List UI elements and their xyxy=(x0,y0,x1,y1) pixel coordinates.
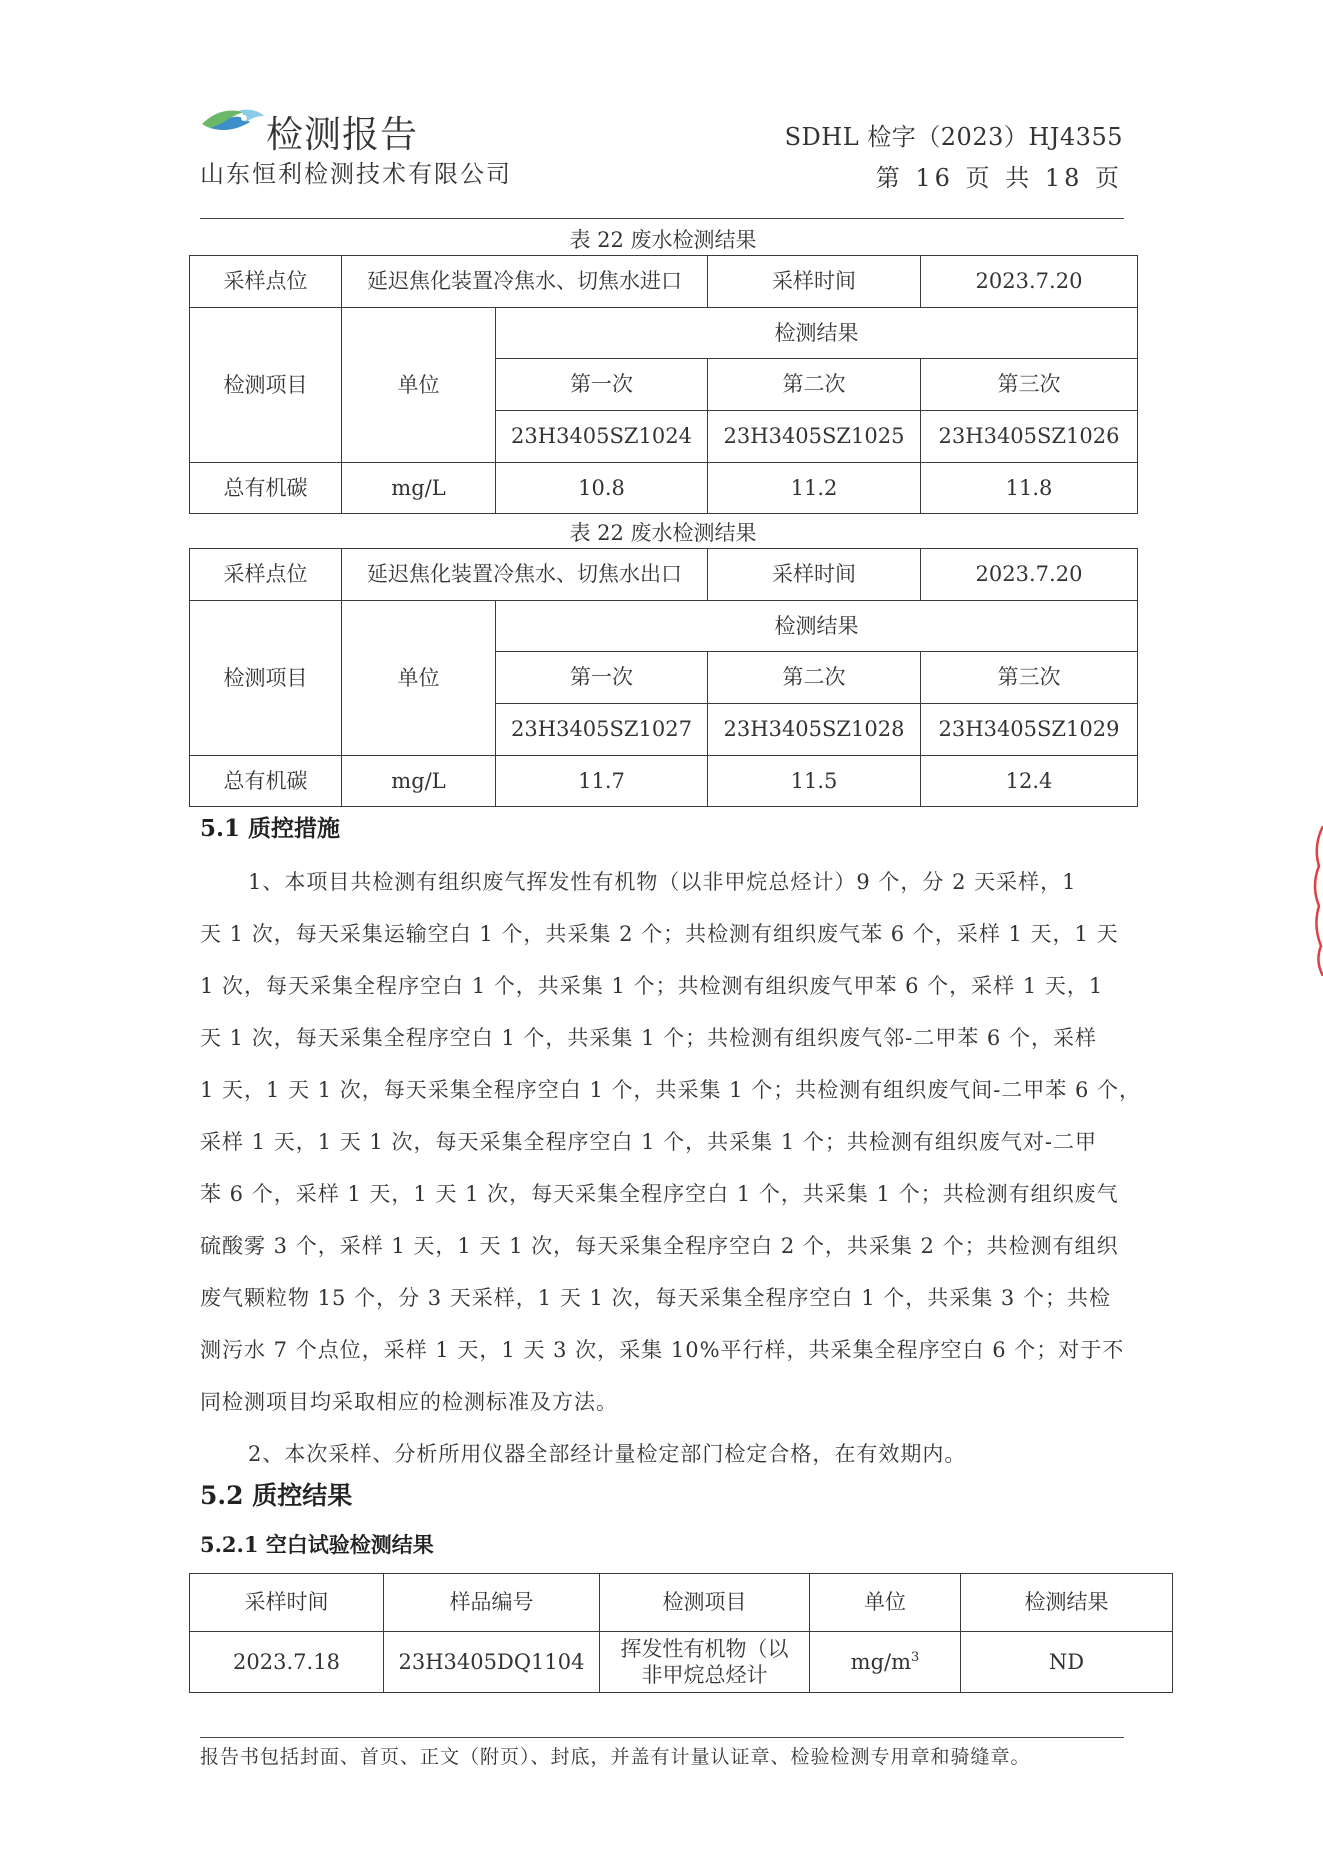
result-value: 11.8 xyxy=(921,463,1138,514)
run-2-header: 第二次 xyxy=(708,359,921,411)
result-value: 11.2 xyxy=(708,463,921,514)
sampling-point-value: 延迟焦化装置冷焦水、切焦水出口 xyxy=(342,549,708,601)
company-name: 山东恒利检测技术有限公司 xyxy=(200,160,512,188)
sample-id: 23H3405DQ1104 xyxy=(384,1632,600,1693)
col-header-test-item: 检测项目 xyxy=(600,1574,810,1632)
blank-test-results-table xyxy=(189,1573,1173,1693)
test-result: ND xyxy=(961,1632,1173,1693)
col-header-sample-id: 样品编号 xyxy=(384,1574,600,1632)
unit-base: mg/m xyxy=(850,1649,912,1674)
sampling-time-value: 2023.7.20 xyxy=(921,256,1138,308)
sampling-time: 2023.7.18 xyxy=(190,1632,384,1693)
run-1-header: 第一次 xyxy=(496,359,708,411)
paragraph-line: 测污水 7 个点位，采样 1 天，1 天 3 次，采集 10%平行样，共采集全程序空白 6 个；对于不 xyxy=(200,1338,1125,1362)
paragraph-line: 同检测项目均采取相应的检测标准及方法。 xyxy=(200,1390,618,1414)
paragraph-line: 1 天，1 天 1 次，每天采集全程序空白 1 个，共采集 1 个；共检测有组织废气间-二甲苯 6 个， xyxy=(200,1078,1142,1102)
test-item-header: 检测项目 xyxy=(190,601,342,756)
unit xyxy=(810,1632,961,1693)
run-3-header: 第三次 xyxy=(921,652,1138,704)
result-value: 11.5 xyxy=(708,756,921,807)
sample-id: 23H3405SZ1025 xyxy=(708,411,921,463)
footer-note: 报告书包括封面、首页、正文（附页）、封底，并盖有计量认证章、检验检测专用章和骑缝章。 xyxy=(200,1746,1031,1768)
paragraph-line: 采样 1 天，1 天 1 次，每天采集全程序空白 1 个，共采集 1 个；共检测有组织废气对-二甲 xyxy=(200,1130,1097,1154)
test-item xyxy=(600,1632,810,1693)
page-indicator: 第 16 页 共 18 页 xyxy=(875,164,1123,192)
sample-id: 23H3405SZ1028 xyxy=(708,704,921,756)
sample-id: 23H3405SZ1027 xyxy=(496,704,708,756)
report-title: 检测报告 xyxy=(266,113,418,156)
paragraph-line: 1 次，每天采集全程序空白 1 个，共采集 1 个；共检测有组织废气甲苯 6 个，采样 1 天，1 xyxy=(200,974,1104,998)
footer-divider xyxy=(200,1737,1124,1738)
item-name: 总有机碳 xyxy=(190,463,342,514)
wastewater-results-table-inlet xyxy=(189,255,1138,514)
unit-header: 单位 xyxy=(342,308,496,463)
col-header-result: 检测结果 xyxy=(961,1574,1173,1632)
paragraph-line: 1、本项目共检测有组织废气挥发性有机物（以非甲烷总烃计）9 个，分 2 天采样，1 xyxy=(248,870,1077,894)
run-1-header: 第一次 xyxy=(496,652,708,704)
paragraph-line: 废气颗粒物 15 个，分 3 天采样，1 天 1 次，每天采集全程序空白 1 个，共采集 3 个；共检 xyxy=(200,1286,1111,1310)
wastewater-results-table-outlet xyxy=(189,548,1138,807)
sample-id: 23H3405SZ1026 xyxy=(921,411,1138,463)
result-value: 12.4 xyxy=(921,756,1138,807)
subsection-heading-5-2-1: 5.2.1 空白试验检测结果 xyxy=(200,1532,434,1557)
result-value: 10.8 xyxy=(496,463,708,514)
qc-measures-paragraph xyxy=(200,856,1142,1480)
test-item-line: 挥发性有机物（以 xyxy=(620,1636,789,1661)
test-result-header: 检测结果 xyxy=(496,601,1138,652)
table-caption: 表 22 废水检测结果 xyxy=(569,521,757,545)
report-number: SDHL 检字（2023）HJ4355 xyxy=(784,123,1123,151)
test-item-header: 检测项目 xyxy=(190,308,342,463)
company-logo xyxy=(200,104,266,138)
section-heading-5-1: 5.1 质控措施 xyxy=(200,815,341,842)
sampling-time-label: 采样时间 xyxy=(708,549,921,601)
col-header-sampling-time: 采样时间 xyxy=(190,1574,384,1632)
col-header-unit: 单位 xyxy=(810,1574,961,1632)
item-name: 总有机碳 xyxy=(190,756,342,807)
unit-superscript: 3 xyxy=(911,1649,920,1665)
section-heading-5-2: 5.2 质控结果 xyxy=(200,1481,353,1510)
run-3-header: 第三次 xyxy=(921,359,1138,411)
paragraph-line: 苯 6 个，采样 1 天，1 天 1 次，每天采集全程序空白 1 个，共采集 1 个；共检测有组织废气 xyxy=(200,1182,1119,1206)
test-result-header: 检测结果 xyxy=(496,308,1138,359)
sampling-point-label: 采样点位 xyxy=(190,256,342,308)
paragraph-line: 天 1 次，每天采集运输空白 1 个，共采集 2 个；共检测有组织废气苯 6 个，采样 1 天，1 天 xyxy=(200,922,1119,946)
paragraph-line: 硫酸雾 3 个，采样 1 天，1 天 1 次，每天采集全程序空白 2 个，共采集 2 个；共检测有组织 xyxy=(200,1234,1119,1258)
unit-header: 单位 xyxy=(342,601,496,756)
sample-id: 23H3405SZ1029 xyxy=(921,704,1138,756)
item-unit: mg/L xyxy=(342,756,496,807)
paragraph-2: 2、本次采样、分析所用仪器全部经计量检定部门检定合格，在有效期内。 xyxy=(248,1442,967,1466)
header-divider xyxy=(200,218,1124,219)
table-caption: 表 22 废水检测结果 xyxy=(569,228,757,252)
sampling-point-label: 采样点位 xyxy=(190,549,342,601)
test-item-line: 非甲烷总烃计 xyxy=(641,1663,768,1687)
result-value: 11.7 xyxy=(496,756,708,807)
sampling-time-value: 2023.7.20 xyxy=(921,549,1138,601)
sample-id: 23H3405SZ1024 xyxy=(496,411,708,463)
run-2-header: 第二次 xyxy=(708,652,921,704)
sampling-time-label: 采样时间 xyxy=(708,256,921,308)
sampling-point-value: 延迟焦化装置冷焦水、切焦水进口 xyxy=(342,256,708,308)
paragraph-line: 天 1 次，每天采集全程序空白 1 个，共采集 1 个；共检测有组织废气邻-二甲苯 6 个，采样 xyxy=(200,1026,1097,1050)
item-unit: mg/L xyxy=(342,463,496,514)
seal-edge-mark xyxy=(1309,826,1323,976)
